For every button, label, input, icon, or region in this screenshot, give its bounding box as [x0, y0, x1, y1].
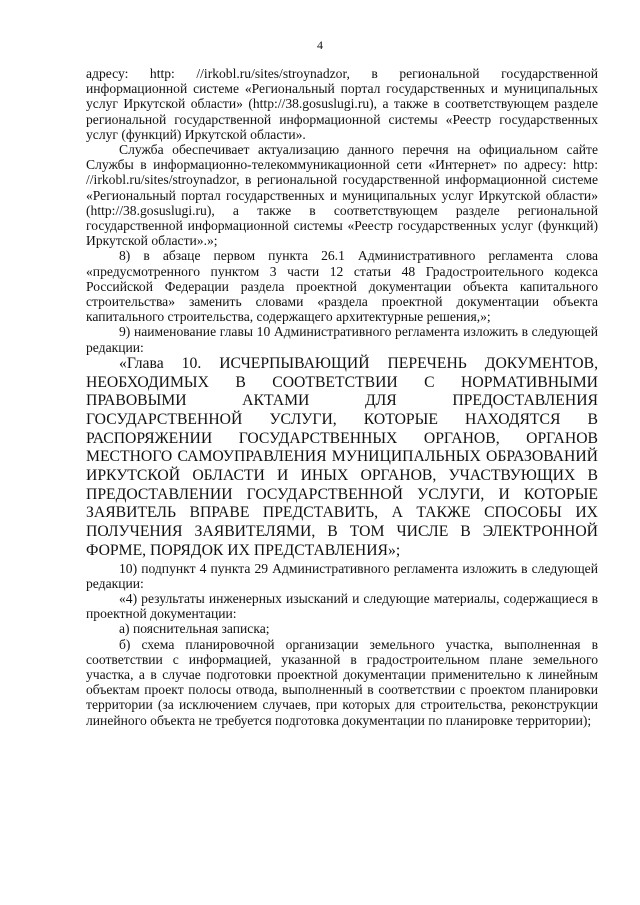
page-number: 4 [317, 38, 323, 52]
paragraph-subitem-4: «4) результаты инженерных изысканий и следующие материалы, содержащиеся в проектной документации: [86, 591, 598, 622]
paragraph-item-9: 9) наименование главы 10 Административного регламента изложить в следующей редакции: [86, 324, 598, 355]
paragraph-subitem-a: а) пояснительная записка; [119, 621, 270, 637]
paragraph-item-10: 10) подпункт 4 пункта 29 Административного регламента изложить в следующей редакции: [86, 560, 598, 591]
paragraph-item-8: 8) в абзаце первом пункта 26.1 Административного регламента слова «предусмотренного пунктом 3 части 12 статьи 48 Градостроительного кодекса Российской Федерации раздела проектной документации объекта капитального строительства» заменить словами «раздела проектной документации объекта капитального строительства, содержащего архитектурные решения,»; [86, 248, 598, 325]
chapter-10-heading: «Глава 10. ИСЧЕРПЫВАЮЩИЙ ПЕРЕЧЕНЬ ДОКУМЕНТОВ, НЕОБХОДИМЫХ В СООТВЕТСТВИИ С НОРМАТИВНЫМИ ПРАВОВЫМИ АКТАМИ ДЛЯ ПРЕДОСТАВЛЕНИЯ ГОСУДАРСТВЕННОЙ УСЛУГИ, КОТОРЫЕ НАХОДЯТСЯ В РАСПОРЯЖЕНИИ ГОСУДАРСТВЕННЫХ ОРГАНОВ, ОРГАНОВ МЕСТНОГО САМОУПРАВЛЕНИЯ МУНИЦИПАЛЬНЫХ ОБРАЗОВАНИЙ ИРКУТСКОЙ ОБЛАСТИ И ИНЫХ ОРГАНОВ, УЧАСТВУЮЩИХ В ПРЕДОСТАВЛЕНИИ ГОСУДАРСТВЕННОЙ УСЛУГИ, И КОТОРЫЕ ЗАЯВИТЕЛЬ ВПРАВЕ ПРЕДСТАВИТЬ, А ТАКЖЕ СПОСОБЫ ИХ ПОЛУЧЕНИЯ ЗАЯВИТЕЛЯМИ, В ТОМ ЧИСЛЕ В ЭЛЕКТРОННОЙ ФОРМЕ, ПОРЯДОК ИХ ПРЕДСТАВЛЕНИЯ»; [86, 354, 598, 559]
paragraph-address-continuation: адресу: http: //irkobl.ru/sites/stroynadzor, в региональной государственной информационной системе «Региональный портал государственных и муниципальных услуг Иркутской области» (http://38.gosuslugi.ru), а также в соответствующем разделе региональной государственной информационной системы «Реестр государственных услуг (функций) Иркутской области». [86, 66, 598, 142]
paragraph-subitem-b: б) схема планировочной организации земельного участка, выполненная в соответствии с информацией, указанной в градостроительном плане земельного участка, а в случае подготовки проектной документации применительно к линейным объектам проект полосы отвода, выполненный в соответствии с проектом планировки территории (за исключением случаев, при которых для строительства, реконструкции линейного объекта не требуется подготовка документации по планировке территории); [86, 636, 598, 728]
paragraph-service-updates-list: Служба обеспечивает актуализацию данного перечня на официальном сайте Службы в информационно-телекоммуникационной сети «Интернет» по адресу: http: //irkobl.ru/sites/stroynadzor, в региональной государственной информационной системе «Региональный портал государственных и муниципальных услуг Иркутской области» (http://38.gosuslugi.ru), а также в соответствующем разделе региональной государственной информационной системы «Реестр государственных услуг (функций) Иркутской области».»; [86, 142, 598, 249]
document-body [86, 66, 598, 728]
